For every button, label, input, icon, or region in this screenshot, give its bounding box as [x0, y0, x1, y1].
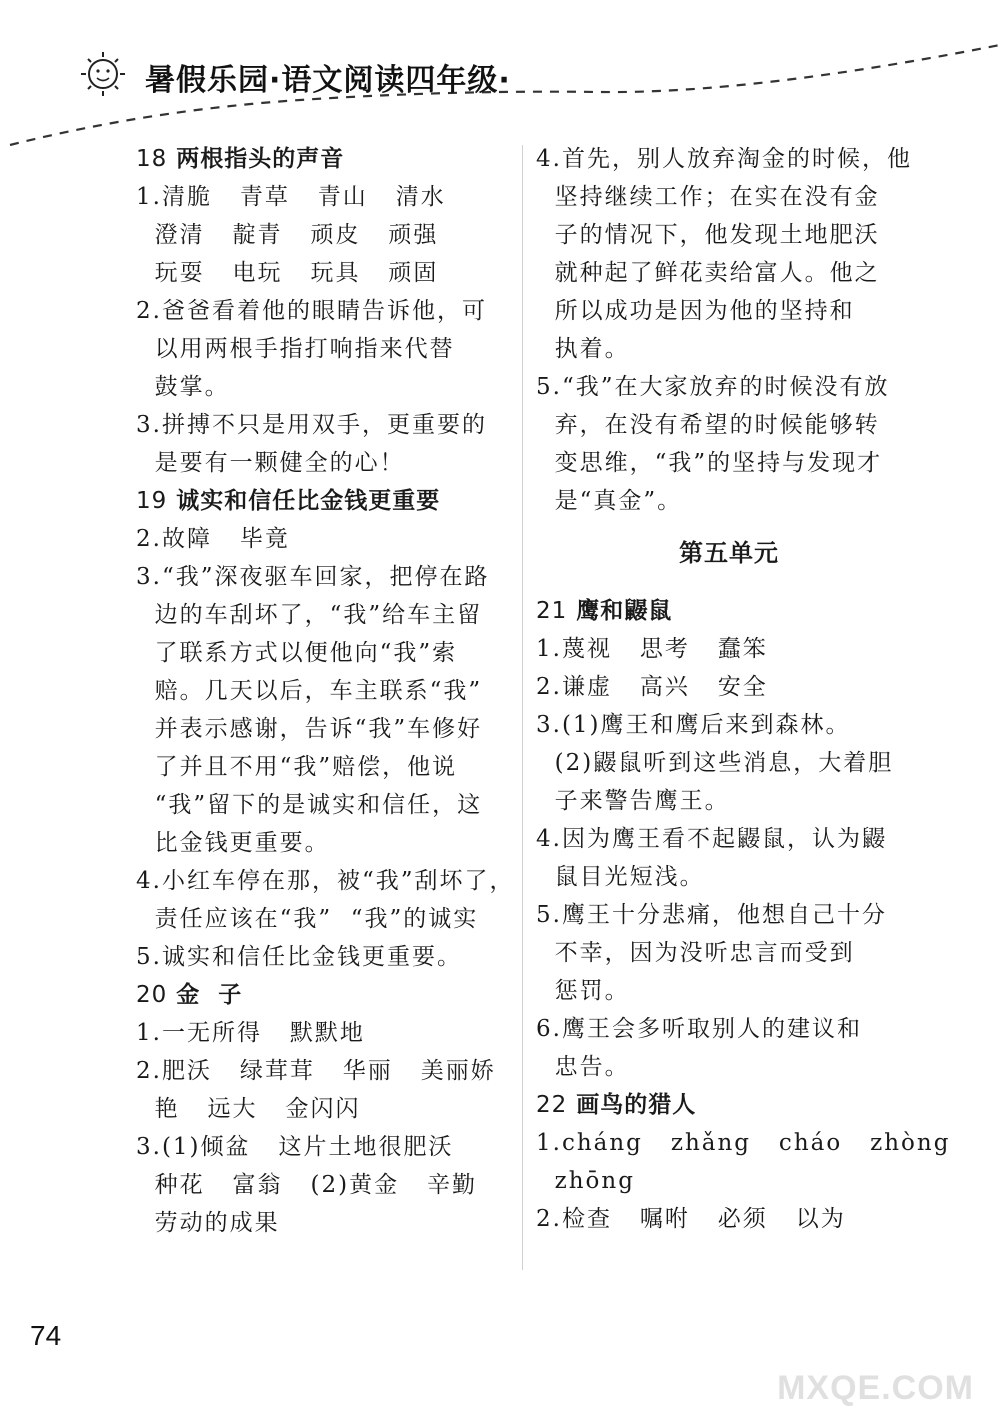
- header-title-dot: ·: [498, 63, 511, 98]
- section-number: 21: [536, 598, 568, 624]
- answer-line: 玩耍 电玩 玩具 顽固: [136, 260, 439, 286]
- answer-line: 鼠目光短浅。: [536, 864, 705, 890]
- answer-line: 惩罚。: [536, 978, 630, 1004]
- page-header: [0, 0, 1000, 150]
- answer-line: 忠告。: [536, 1054, 630, 1080]
- unit-heading: 第五单元: [679, 539, 779, 567]
- answer-line: 6.鹰王会多听取别人的建议和: [536, 1016, 862, 1042]
- section-title: 诚实和信任比金钱更重要: [176, 488, 441, 514]
- section-number: 22: [536, 1092, 568, 1118]
- answer-line: 了并且不用“我”赔偿，他说: [136, 754, 458, 780]
- answer-line: 子的情况下，他发现土地肥沃: [536, 222, 880, 248]
- answer-line: 2.爸爸看着他的眼睛告诉他，可: [136, 298, 487, 324]
- answer-line: 5.鹰王十分悲痛，他想自己十分: [536, 902, 887, 928]
- answer-line: 澄清 靛青 顽皮 顽强: [136, 222, 439, 248]
- header-title: [145, 55, 511, 99]
- answer-line: 4.因为鹰王看不起鼹鼠，认为鼹: [536, 826, 887, 852]
- answer-line: 2.谦虚 高兴 安全: [536, 674, 768, 700]
- answer-line: 是要有一颗健全的心！: [136, 450, 405, 476]
- page-number: 74: [30, 1320, 62, 1351]
- answer-line: 1.一无所得 默默地: [136, 1020, 365, 1046]
- answer-line: (2)鼹鼠听到这些消息，大着胆: [536, 750, 894, 776]
- answer-line: 3.拼搏不只是用双手，更重要的: [136, 412, 487, 438]
- column-divider: [522, 145, 523, 1270]
- answer-line: 不幸，因为没听忠言而受到: [536, 940, 855, 966]
- sun-rays-icon: [81, 52, 125, 96]
- section-number: 19: [136, 488, 168, 514]
- section-heading: [136, 482, 514, 520]
- answer-line: 所以成功是因为他的坚持和: [536, 298, 855, 324]
- section-heading: [136, 976, 514, 1014]
- answer-line: 1.cháng zhǎng cháo zhòng: [536, 1130, 951, 1156]
- section-number: 18: [136, 146, 168, 172]
- answer-line: 边的车刮坏了，“我”给车主留: [136, 602, 483, 628]
- answer-line: 变思维，“我”的坚持与发现才: [536, 450, 883, 476]
- watermark-logo: [750, 1290, 980, 1410]
- answer-line: 4.首先，别人放弃淘金的时候，他: [536, 146, 912, 172]
- section-heading: [136, 140, 514, 178]
- left-column: [136, 140, 514, 1242]
- answer-line: 2.检查 嘱咐 必须 以为: [536, 1206, 846, 1232]
- answer-line: 2.故障 毕竟: [136, 526, 290, 552]
- answer-line: 5.“我”在大家放弃的时候没有放: [536, 374, 890, 400]
- answer-line: 弃，在没有希望的时候能够转: [536, 412, 880, 438]
- answer-line: 以用两根手指打响指来代替: [136, 336, 455, 362]
- sun-logo-icon: [89, 60, 117, 88]
- right-column: [536, 140, 951, 1238]
- answer-line: 劳动的成果: [136, 1210, 280, 1236]
- answer-line: 坚持继续工作；在实在没有金: [536, 184, 880, 210]
- answer-line: 3.(1)倾盆 这片土地很肥沃: [136, 1134, 454, 1160]
- answer-line: 比金钱更重要。: [136, 830, 330, 856]
- answer-line: “我”留下的是诚实和信任，这: [136, 792, 483, 818]
- answer-line: 责任应该在“我” “我”的诚实: [136, 906, 479, 932]
- section-title: 画鸟的猎人: [576, 1092, 697, 1118]
- answer-line: 是“真金”。: [536, 488, 683, 514]
- answer-line: 1.蔑视 思考 蠢笨: [536, 636, 768, 662]
- answer-line: 子来警告鹰王。: [536, 788, 730, 814]
- section-heading: [536, 1086, 922, 1124]
- header-title-text: 暑假乐园·语文阅读四年级: [145, 63, 499, 98]
- answer-line: 就种起了鲜花卖给富人。他之: [536, 260, 880, 286]
- section-title: 两根指头的声音: [176, 146, 345, 172]
- answer-line: 并表示感谢，告诉“我”车修好: [136, 716, 483, 742]
- answer-line: 鼓掌。: [136, 374, 230, 400]
- answer-line: 种花 富翁 (2)黄金 辛勤: [136, 1172, 478, 1198]
- section-title: 金 子: [176, 982, 243, 1008]
- answer-line: 了联系方式以便他向“我”索: [136, 640, 458, 666]
- answer-line: 艳 远大 金闪闪: [136, 1096, 361, 1122]
- answer-line: 执着。: [536, 336, 630, 362]
- section-heading: [536, 592, 922, 630]
- section-title: 鹰和鼹鼠: [576, 598, 673, 624]
- section-number: 20: [136, 982, 168, 1008]
- answer-line: 2.肥沃 绿茸茸 华丽 美丽娇: [136, 1058, 496, 1084]
- answer-line: 赔。几天以后，车主联系“我”: [136, 678, 483, 704]
- answer-line: zhōng: [536, 1168, 635, 1194]
- answer-line: 5.诚实和信任比金钱更重要。: [136, 944, 462, 970]
- watermark-text: MXQE.COM: [777, 1369, 974, 1407]
- answer-line: 3.“我”深夜驱车回家，把停在路: [136, 564, 490, 590]
- answer-line: 3.(1)鹰王和鹰后来到森林。: [536, 712, 851, 738]
- answer-line: 4.小红车停在那，被“我”刮坏了，: [136, 868, 515, 894]
- answer-line: 1.清脆 青草 青山 清水: [136, 184, 446, 210]
